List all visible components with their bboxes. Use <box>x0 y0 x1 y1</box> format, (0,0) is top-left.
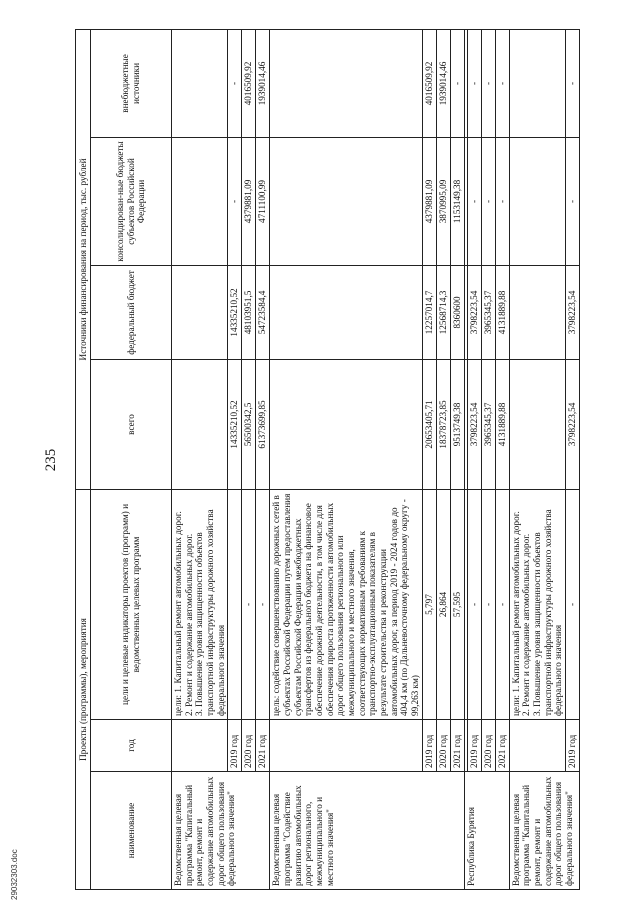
indicator-cell: 26,864 <box>436 489 450 719</box>
header-sources: Источники финансирования на период, тыс. рублей <box>76 29 91 489</box>
indicator-cell: - <box>566 489 580 719</box>
total-amount: 3965345,37 <box>481 359 495 489</box>
extrabudget-amount: 1939014,46 <box>256 29 270 137</box>
year-cell <box>172 720 228 772</box>
table-row <box>495 29 509 889</box>
federal-amount: 14335210,52 <box>228 265 242 359</box>
indicator-cell: - <box>242 489 256 719</box>
total-amount: 9513749,38 <box>450 359 464 489</box>
table-row <box>228 29 242 889</box>
amount-cell <box>172 137 228 265</box>
footer-filename: 29032303.doc <box>10 849 19 900</box>
header-consolidated: консолидирован-ные бюджеты субъектов Российской Федерации <box>91 137 172 265</box>
indicator-cell: - <box>467 489 481 719</box>
consolidated-amount: - <box>228 137 242 265</box>
federal-amount: 48103951,5 <box>242 265 256 359</box>
program-name: Ведомственная целевая программа "Капитальный ремонт, ремонт и содержание автомобильных дорог общего пользования федерального значения" <box>172 772 270 890</box>
table-body <box>172 29 580 889</box>
consolidated-amount: 1153149,38 <box>450 137 464 265</box>
amount-cell <box>172 29 228 137</box>
federal-amount: 54723584,4 <box>256 265 270 359</box>
header-goals: цели и целевые индикаторы проектов (программ) и ведомственных целевых программ <box>91 489 172 719</box>
consolidated-amount: - <box>467 137 481 265</box>
table-row <box>481 29 495 889</box>
consolidated-amount: 4711100,99 <box>256 137 270 265</box>
consolidated-amount: 4379881,09 <box>242 137 256 265</box>
extrabudget-amount: 4016509,92 <box>242 29 256 137</box>
page-number: 235 <box>43 448 59 472</box>
amount-cell <box>509 137 565 265</box>
indicator-cell: - <box>481 489 495 719</box>
total-amount: 14335210,52 <box>228 359 242 489</box>
document-sheet <box>43 30 640 890</box>
header-name: наименование <box>91 772 172 890</box>
extrabudget-amount: - <box>481 29 495 137</box>
amount-cell <box>172 359 228 489</box>
federal-amount: 4131889,88 <box>495 265 509 359</box>
indicator-cell <box>228 489 242 719</box>
federal-amount: 3798223,54 <box>566 265 580 359</box>
indicator-cell: - <box>495 489 509 719</box>
year-cell: 2021 год <box>256 720 270 772</box>
amount-cell <box>172 265 228 359</box>
program-name: Ведомственная целевая программа "Содействие развитию автомобильных дорог регионального, межмуниципального и местного значения" <box>270 772 464 890</box>
amount-cell <box>270 265 422 359</box>
table-row <box>172 29 228 889</box>
year-cell: 2019 год <box>566 720 580 772</box>
header-federal: федеральный бюджет <box>91 265 172 359</box>
federal-amount: 12257014,7 <box>422 265 436 359</box>
extrabudget-amount: 4016509,92 <box>422 29 436 137</box>
total-amount: 3798223,54 <box>467 359 481 489</box>
federal-amount: 3965345,37 <box>481 265 495 359</box>
amount-cell <box>270 137 422 265</box>
extrabudget-amount: - <box>450 29 464 137</box>
program-goal: цели: 1. Капитальный ремонт автомобильных дорог. 2. Ремонт и содержание автомобильных дорог. 3. Повышение уровня защищенности объектов транспортной инфраструктуры дорожного хозяйства федерального значения <box>172 489 228 719</box>
total-amount: 18378723,85 <box>436 359 450 489</box>
table-row <box>242 29 256 889</box>
extrabudget-amount: - <box>495 29 509 137</box>
total-amount: 61373699,85 <box>256 359 270 489</box>
year-cell <box>509 720 565 772</box>
header-total: всего <box>91 359 172 489</box>
year-cell: 2020 год <box>481 720 495 772</box>
header-year: год <box>91 720 172 772</box>
indicator-cell: 5,797 <box>422 489 436 719</box>
consolidated-amount: - <box>495 137 509 265</box>
program-name: Ведомственная целевая программа "Капитальный ремонт, ремонт и содержание автомобильных дорог общего пользования федерального значения" <box>509 772 579 890</box>
extrabudget-amount: - <box>228 29 242 137</box>
amount-cell <box>509 265 565 359</box>
year-cell: 2020 год <box>436 720 450 772</box>
total-amount: 20653405,71 <box>422 359 436 489</box>
indicator-cell: - <box>256 489 270 719</box>
header-extrabudget: внебюджетные источники <box>91 29 172 137</box>
year-cell: 2019 год <box>228 720 242 772</box>
amount-cell <box>270 29 422 137</box>
program-goal: цель: содействие совершенствованию дорожных сетей в субъектах Российской Федерации путем предоставления субъектам Российской Федерации межбюджетных трансфертов из федерального бюджета на финансовое обеспечение дорожной деятельности, в том числе для обеспечения прироста протяженности автомобильных дорог общего пользования регионального или межмуниципального и местного значения, соответствующих нормативным требованиям к транспортно-эксплуатационным показателям в результате строительства и реконструкции автомобильных дорог, за период 2019 - 2024 годов до 404,4 км (по Дальневосточному федеральному округу - 99,263 км) <box>270 489 422 719</box>
total-amount: 56500342,5 <box>242 359 256 489</box>
year-cell: 2019 год <box>467 720 481 772</box>
year-cell: 2021 год <box>495 720 509 772</box>
total-amount: 4131889,88 <box>495 359 509 489</box>
extrabudget-amount: - <box>566 29 580 137</box>
table-row <box>467 29 481 889</box>
amount-cell <box>270 359 422 489</box>
year-cell: 2020 год <box>242 720 256 772</box>
amount-cell <box>509 29 565 137</box>
extrabudget-amount: - <box>467 29 481 137</box>
amount-cell <box>509 359 565 489</box>
indicator-cell: 57,595 <box>450 489 464 719</box>
total-amount: 3798223,54 <box>566 359 580 489</box>
table-row <box>436 29 450 889</box>
table-row <box>256 29 270 889</box>
table-row <box>509 29 565 889</box>
table-row <box>566 29 580 889</box>
table-row <box>422 29 436 889</box>
program-name: Республика Бурятия <box>464 772 509 890</box>
federal-amount: 12568714,3 <box>436 265 450 359</box>
consolidated-amount: - <box>481 137 495 265</box>
year-cell <box>270 720 422 772</box>
consolidated-amount: - <box>566 137 580 265</box>
year-cell: 2019 год <box>422 720 436 772</box>
federal-amount: 3798223,54 <box>467 265 481 359</box>
consolidated-amount: 3870995,09 <box>436 137 450 265</box>
consolidated-amount: 4379881,09 <box>422 137 436 265</box>
program-goal: цели: 1. Капитальный ремонт автомобильных дорог. 2. Ремонт и содержание автомобильных дорог. 3. Повышение уровня защищенности объектов транспортной инфраструктуры дорожного хозяйства федерального значения <box>509 489 565 719</box>
federal-amount: 8360600 <box>450 265 464 359</box>
table-row <box>270 29 422 889</box>
extrabudget-amount: 1939014,46 <box>436 29 450 137</box>
header-projects: Проекты (программы), мероприятия <box>76 489 91 889</box>
financing-table <box>75 29 580 890</box>
year-cell: 2021 год <box>450 720 464 772</box>
table-row <box>450 29 464 889</box>
